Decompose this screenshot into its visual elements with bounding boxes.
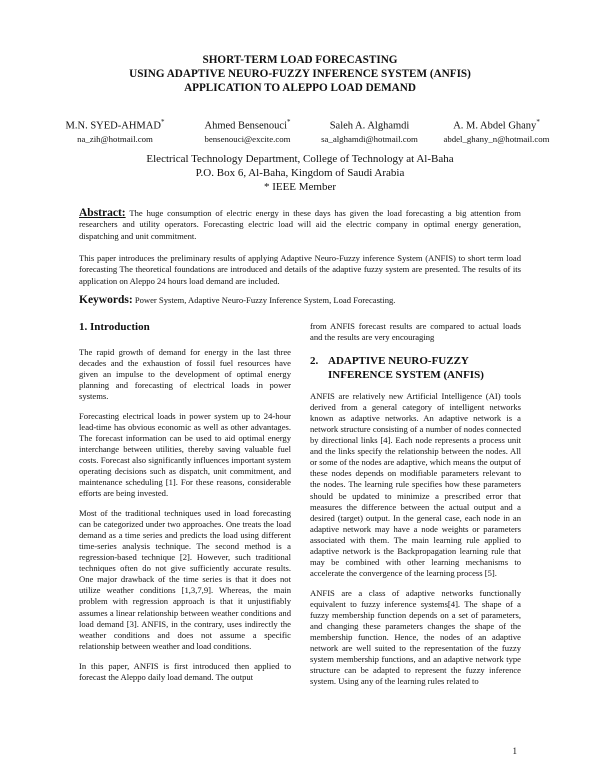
intro-paragraph-3: Most of the traditional techniques used in load forecasting can be categorized under two approaches. One treats the load demand as a time series and predicts the load using different time-series analysis technique. The second method is a regression-based technique [2]. However, such traditional techniques often do not give sufficiently accurate results. One major drawback of the time series is that it does not utilize weather conditions [1,3,7,9]. Whereas, the main problem with regression approach is that it unjustifiably assumes a linear relationship between weather conditions and load demand [3]. ANFIS, in the contrary, uses indirectly the weather conditions and does not assume a specific relationship between weather and load conditions. xyxy=(79,508,291,651)
anfis-paragraph-1: ANFIS are relatively new Artificial Intelligence (AI) tools derived from a general category of intelligent networks known as adaptive networks. An adaptive network is a network structure consisting of a number of nodes connected by directional links [4]. Each node represents a process unit and the links specify the relationship between the nodes. All or some of the nodes are adaptive, which means the output of these nodes depends on modifiable parameters relevant to the nodes. The learning rule specifies how these parameters should be updated to minimize a prescribed error that measures the difference between the actual output and a desired (target) output. In the general case, each node in an adaptive network may have a node weights or parameters associated with them. The main learning rule applied to adaptive network is the Backpropagation learning rule that may be combined with other learning mechanisms to accelerate the convergence of the learning process [5]. xyxy=(310,391,521,578)
page-number: 1 xyxy=(512,746,517,756)
title-line-1: SHORT-TERM LOAD FORECASTING xyxy=(202,54,398,66)
anfis-paragraph-2: ANFIS are a class of adaptive networks functionally equivalent to fuzzy inference systems[4]. The shape of a fuzzy membership function depends on a set of parameters, and changing these parameters changes the shape of the membership function. Hence, the nodes of an adaptive network are well suited to the representation of the fuzzy system membership functions, and an adaptive network type structure can be adapted to represent the fuzzy inference system. Using any of the learning rules related to xyxy=(310,587,521,687)
author-name: Ahmed Bensenouci xyxy=(204,120,288,132)
title-line-2: USING ADAPTIVE NEURO-FUZZY INFERENCE SYSTEM (ANFIS) xyxy=(129,68,471,80)
keywords xyxy=(79,294,521,306)
ieee-member-mark: * xyxy=(287,118,291,126)
intro-paragraph-2: Forecasting electrical loads in power system up to 24-hour lead-time has obvious economic as well as other advantages. The forecast information can be used to aid optimal energy interchange between utilities, thereby saving valuable fuel costs. Forecast also significantly influences important system operating decisions such as dispatch, unit commitment, and maintenance scheduling [1]. For these reasons, considerable efforts are being invested. xyxy=(79,410,291,499)
author-email: na_zih@hotmail.com xyxy=(77,133,153,144)
paper-title xyxy=(0,53,600,95)
abstract-label: Abstract: xyxy=(79,207,126,219)
author-name: M.N. SYED-AHMAD xyxy=(65,120,161,132)
ieee-member-mark: * xyxy=(536,118,540,126)
ieee-member-mark: * xyxy=(160,118,165,126)
intro-continuation: from ANFIS forecast results are compared to actual loads and the results are very encouraging xyxy=(310,321,521,343)
affiliation xyxy=(0,152,600,194)
abstract xyxy=(79,208,521,242)
author-email: sa_alghamdi@hotmail.com xyxy=(321,133,418,144)
section-2-title-line-1: ADAPTIVE NEURO-FUZZY xyxy=(328,355,469,368)
intro-paragraph-4: In this paper, ANFIS is first introduced then applied to forecast the Aleppo daily load demand. The output xyxy=(79,660,291,682)
title-line-3: APPLICATION TO ALEPPO LOAD DEMAND xyxy=(184,82,416,94)
abstract-paragraph-2: This paper introduces the preliminary results of applying Adaptive Neuro-Fuzzy inference System (ANFIS) to short term load forecasting The theoretical foundations are introduced and details of the adaptive fuzzy system are presented. The results of its application on Aleppo 24 hours load demand are included. xyxy=(79,253,521,286)
section-2-heading xyxy=(310,355,521,382)
section-2-number: 2. xyxy=(310,355,319,368)
section-1-heading: 1. Introduction xyxy=(79,321,150,333)
author-email: abdel_ghany_n@hotmail.com xyxy=(443,133,550,144)
author-1 xyxy=(40,116,190,146)
abstract-text: The huge consumption of electric energy in these days has given the load forecasting a big attention from researchers and utility operators. Forecasting electric load will aid the electric company in optimal energy generation, dispatching and unit commitment. xyxy=(79,208,521,241)
affiliation-line-1: Electrical Technology Department, College of Technology at Al-Baha xyxy=(146,153,454,165)
affiliation-line-3: * IEEE Member xyxy=(263,181,337,193)
keywords-label: Keywords: xyxy=(79,294,133,306)
author-name: Saleh A. Alghamdi xyxy=(329,120,410,132)
right-column xyxy=(310,321,521,696)
author-3 xyxy=(302,116,437,146)
affiliation-line-2: P.O. Box 6, Al-Baha, Kingdom of Saudi Arabia xyxy=(195,167,405,179)
keywords-text: Power System, Adaptive Neuro-Fuzzy Inference System, Load Forecasting. xyxy=(132,295,396,305)
intro-paragraph-1: The rapid growth of demand for energy in the last three decades and the exhaustion of fossil fuel resources have given an impulse to the development of optimal energy planning and forecasting of electrical loads in power systems. xyxy=(79,346,291,401)
left-column xyxy=(79,321,291,692)
author-email: bensenouci@excite.com xyxy=(204,133,291,144)
author-2 xyxy=(180,116,315,146)
author-name: A. M. Abdel Ghany xyxy=(453,120,537,132)
author-4 xyxy=(423,116,570,146)
section-2-title-line-2: INFERENCE SYSTEM (ANFIS) xyxy=(328,368,484,381)
